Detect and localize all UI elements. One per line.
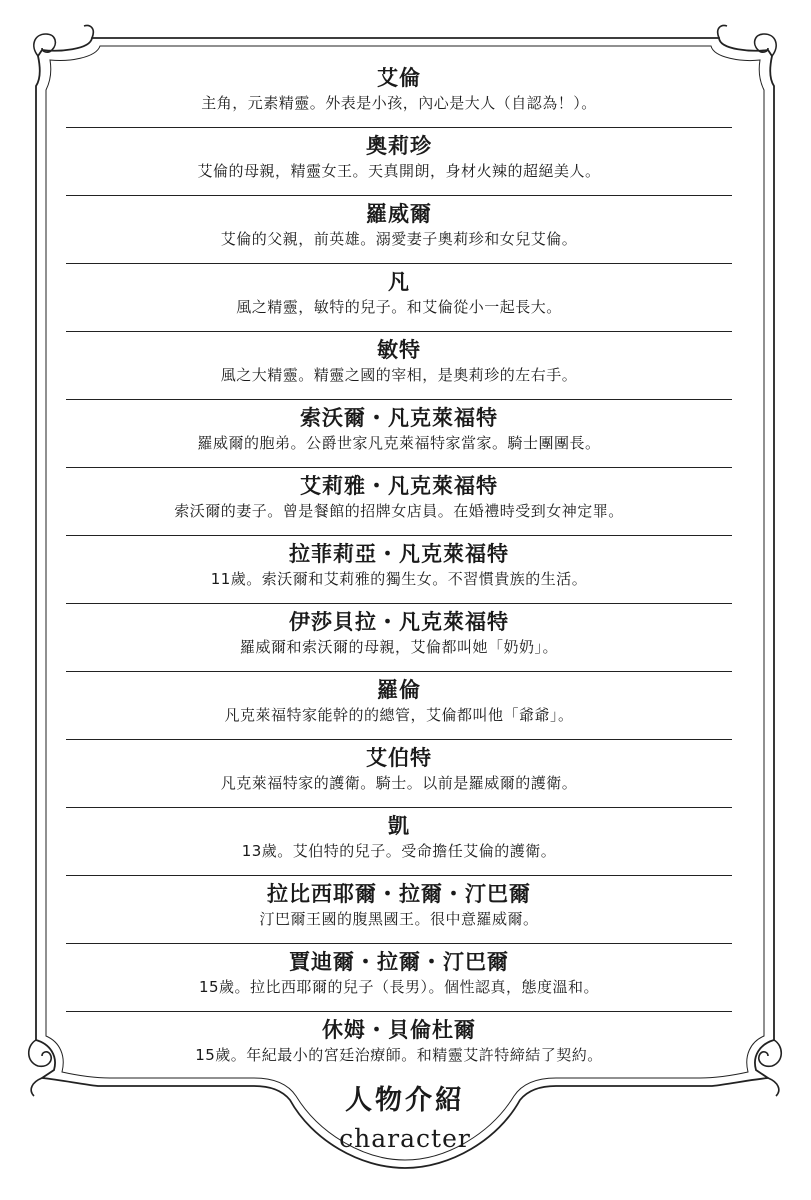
character-entry	[66, 400, 732, 468]
section-subtitle: character	[339, 1124, 471, 1153]
character-name: 艾倫	[377, 65, 421, 90]
character-entry	[66, 264, 732, 332]
character-name: 敏特	[377, 337, 421, 362]
character-description: 主角，元素精靈。外表是小孩，內心是大人（自認為！）。	[201, 94, 597, 112]
character-name: 艾伯特	[366, 745, 432, 770]
character-name: 索沃爾・凡克萊福特	[300, 405, 498, 430]
character-description: 15歲。拉比西耶爾的兒子（長男）。個性認真，態度溫和。	[198, 978, 600, 996]
character-description: 凡克萊福特家的護衛。騎士。以前是羅威爾的護衛。	[220, 774, 578, 792]
character-name: 凡	[388, 269, 410, 294]
character-description: 風之精靈，敏特的兒子。和艾倫從小一起長大。	[236, 298, 562, 316]
character-entry	[66, 536, 732, 604]
character-name: 奧莉珍	[366, 133, 432, 158]
character-entry	[66, 740, 732, 808]
character-description: 索沃爾的妻子。曾是餐館的招牌女店員。在婚禮時受到女神定罪。	[174, 502, 624, 520]
character-name: 拉比西耶爾・拉爾・汀巴爾	[267, 881, 531, 906]
character-entry	[66, 60, 732, 128]
character-name: 凱	[388, 813, 410, 838]
character-entry	[66, 672, 732, 740]
character-entry	[66, 196, 732, 264]
character-name: 伊莎貝拉・凡克萊福特	[289, 609, 509, 634]
character-description: 艾倫的父親，前英雄。溺愛妻子奧莉珍和女兒艾倫。	[220, 230, 578, 248]
character-name: 休姆・貝倫杜爾	[322, 1017, 476, 1042]
corner-flourish-bottom-right	[759, 1040, 782, 1096]
character-entry	[66, 332, 732, 400]
character-name: 羅倫	[377, 677, 421, 702]
character-list	[66, 60, 732, 1080]
character-description: 風之大精靈。精靈之國的宰相，是奧莉珍的左右手。	[220, 366, 578, 384]
section-title: 人物介紹	[345, 1085, 465, 1116]
corner-flourish-top-right	[718, 26, 776, 57]
character-description: 15歲。年紀最小的宮廷治療師。和精靈艾許特締結了契約。	[195, 1046, 603, 1064]
character-name: 拉菲莉亞・凡克萊福特	[289, 541, 509, 566]
character-entry	[66, 128, 732, 196]
character-entry	[66, 1012, 732, 1080]
character-description: 11歲。索沃爾和艾莉雅的獨生女。不習慣貴族的生活。	[210, 570, 588, 588]
character-description: 汀巴爾王國的腹黑國王。很中意羅威爾。	[259, 910, 539, 928]
character-entry	[66, 876, 732, 944]
character-entry	[66, 808, 732, 876]
character-entry	[66, 944, 732, 1012]
character-entry	[66, 604, 732, 672]
character-description: 艾倫的母親，精靈女王。天真開朗，身材火辣的超絕美人。	[197, 162, 601, 180]
character-description: 羅威爾和索沃爾的母親，艾倫都叫她「奶奶」。	[239, 638, 558, 656]
character-description: 13歲。艾伯特的兒子。受命擔任艾倫的護衛。	[241, 842, 557, 860]
character-description: 凡克萊福特家能幹的的總管，艾倫都叫他「爺爺」。	[224, 706, 574, 724]
corner-flourish-bottom-left	[29, 1040, 52, 1096]
character-name: 羅威爾	[366, 201, 432, 226]
character-name: 艾莉雅・凡克萊福特	[300, 473, 498, 498]
character-description: 羅威爾的胞弟。公爵世家凡克萊福特家當家。騎士團團長。	[197, 434, 601, 452]
character-name: 賈迪爾・拉爾・汀巴爾	[289, 949, 509, 974]
character-entry	[66, 468, 732, 536]
corner-flourish-top-left	[34, 26, 93, 57]
